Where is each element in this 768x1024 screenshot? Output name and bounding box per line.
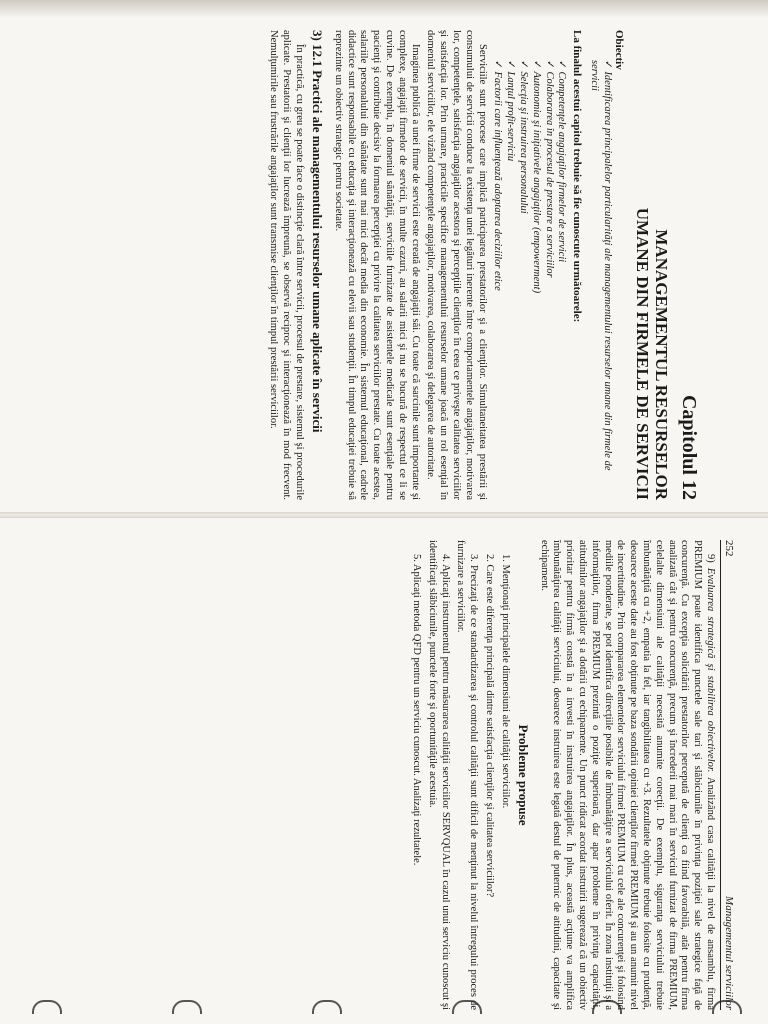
learning-outcome-item: ✓ Selecţia şi instruirea personalului <box>516 60 529 500</box>
learning-outcome-item: ✓ Lanţul profit-serviciu <box>503 60 516 500</box>
objective-list <box>587 30 613 500</box>
item-number: 9) <box>705 554 716 568</box>
chapter-title-line: MANAGEMENTUL RESURSELOR <box>652 229 671 500</box>
problem-item: 2. Care este diferenţa principală dintre satisfacţia clienţilor şi calitatea serviciilor? <box>484 554 496 898</box>
problem-item: 5. Aplicaţi metoda QFD pentru un serviciu cunoscut. Analizaţi rezultatele. <box>411 554 423 866</box>
chapter-title-line: UMANE DIN FIRMELE DE SERVICII <box>633 207 652 500</box>
chapter-title <box>633 30 671 500</box>
problem-item: 4. Aplicaţi instrumentul pentru măsurarea calităţii serviciilor SERVQUAL în cazul unui serviciu cunoscut şi identificaţi slăbiciunile, punctele forte şi oportunităţile acestuia. <box>426 540 451 1010</box>
intro-paragraph: Serviciile sunt procese care implică participarea prestatorilor şi a clienţilor. Simultaneitatea prestării şi consumului de servicii conduce la existenţa unei legături inerente între comportamentele angajaţilor, motivarea lor, competenţele, satisfacţia angajaţilor acestora şi percepţiile clienţilor în ceea ce priveşte calitatea serviciilor şi satisfacţia lor. Prin urmare, practicile specifice managementului resurselor umane joacă un rol esenţial în domeniul serviciilor, ele vizând competenţele angajaţilor, motivarea, colaborarea şi delegarea de autoritate. <box>425 30 488 500</box>
paragraph-body: Analizând casa calităţii la nivel de ansamblu, firma PREMIUM poate identifica punctele sale tari şi slăbiciunile în privinţa poziţiei sale strategice faţă de concurenţă. Cu excepţia solicitării prestatorilor percepută de clienţi ca fiind favorabilă, atât pentru firma analizată cât şi pentru concurenţă, precum şi încrederii mai mari în serviciul furnizat de firma PREMIUM, celelalte dimensiuni ale calităţii necesită anumite corecţii. De exemplu, siguranţa serviciului trebuie îmbunătăţită cu +2, empatia la fel, iar tangibilitatea cu +3. Rezultatele obţinute trebuie folosite cu prudenţă, deoarece aceste date au fost obţinute pe baza sondării opiniei clienţilor firmei PREMIUM şi au un anumit nivel de incertitudine. Prin compararea elementelor serviciului firmei PREMIUM cu cele ale concurenţei şi folosind mediile ponderate, se pot identifica direcţiile posibile de îmbunătăţire a serviciului oferit. În zona instituţii şi a informaţiilor, firma PREMIUM prezintă o poziţie superioară, dar apar probleme în privinţa capacităţii, atitudinilor angajaţilor şi a dotării cu echipamente. Un punct ridicat acordat instruirii sugerează că un obiectiv prioritar pentru firmă constă în a investi în instruirea angajaţilor. În plus, această acţiune va amplifica îmbunătăţirea calităţii serviciului, deoarece instruirea este legată destul de puternic de atitudini, capacitate şi echipament. <box>538 540 716 1010</box>
section-heading <box>309 30 325 500</box>
running-header-title: Managementul serviciilor <box>723 896 735 1010</box>
problems-title: Probleme propuse <box>515 724 531 826</box>
problem-item: 1. Menţionaţi principalele dimensiuni ale calităţii serviciilor. <box>499 554 511 809</box>
learning-outcomes-title: La finalul acestui capitol trebuie să fie cunoscute următoarele: <box>571 30 584 323</box>
paragraph-heading: Evaluarea strategică şi stabilirea obiectivelor. <box>705 567 716 773</box>
running-header <box>720 540 735 1010</box>
learning-outcome-item: ✓ Factorii care influenţează adoptarea deciziilor etice <box>491 60 504 500</box>
learning-outcome-item: ✓ Autonomia şi iniţiativele angajaţilor (empowerment) <box>529 60 542 500</box>
problem-item: 3. Precizaţi de ce standardizarea şi controlul calităţii sunt dificil de menţinut la nivelul întregului proces de furnizare a serviciilor. <box>455 540 480 1010</box>
learning-outcomes-list <box>491 30 568 500</box>
chapter-12-page <box>30 30 700 500</box>
section-paragraph: În practică, cu greu se poate face o distincţie clară între servicii, procesul de prestare, sistemul şi procedurile aplicate. Prestatorii şi clienţii lor lucrează împreună, se observă reciproc şi interacţionează în mod frecvent. Nemulţumirile sau frustrările angajaţilor sunt transmise clienţilor în timpul prestării serviciilor. <box>268 30 306 500</box>
paragraph-strategic-evaluation <box>537 540 716 1010</box>
objective-title: Obiectiv <box>613 30 625 70</box>
learning-outcome-item: ✓ Colaborarea în procesul de prestare a serviciilor <box>542 60 555 500</box>
book-spine <box>0 512 768 518</box>
handwritten-mark: 3) <box>310 30 326 41</box>
section-title: 12.1 Practici ale managementului resurselor umane aplicate în servicii <box>310 44 326 433</box>
chapter-label: Capitolul 12 <box>678 394 700 500</box>
page-252 <box>35 540 735 1010</box>
objective-item: ✓ Identificarea principalelor particularităţi ale managementului resurselor umane din firmele de servicii <box>587 60 613 500</box>
intro-paragraph: Imaginea publică a unei firme de servicii este creată de angajaţii săi. Cu toate că sarcinile sunt importante şi complexe, angajaţii firmelor de servicii, în multe cazuri, au salarii mici şi nu se bucură de respectul ce li se cuvine. De exemplu, în domeniul sănătăţii, serviciile furnizate de asistentele medicale sunt esenţiale pentru pacienţi şi contribuie decisiv la formarea percepţiei cu privire la calitatea serviciilor prestate. Cu toate acestea, salariile personalului din sănătate sunt mai mici decât media din economie. În sistemul educaţional, cadrele didactice sunt responsabile cu educaţia şi interacţionează cu elevii sau studenţii. În timpul educaţiei trebuie să reprezinte un obiectiv strategic pentru societate. <box>332 30 421 500</box>
learning-outcome-item: ✓ Competenţele angajaţilor firmelor de servicii <box>555 60 568 500</box>
page-top-edge <box>0 0 768 18</box>
page-number: 252 <box>723 540 735 557</box>
